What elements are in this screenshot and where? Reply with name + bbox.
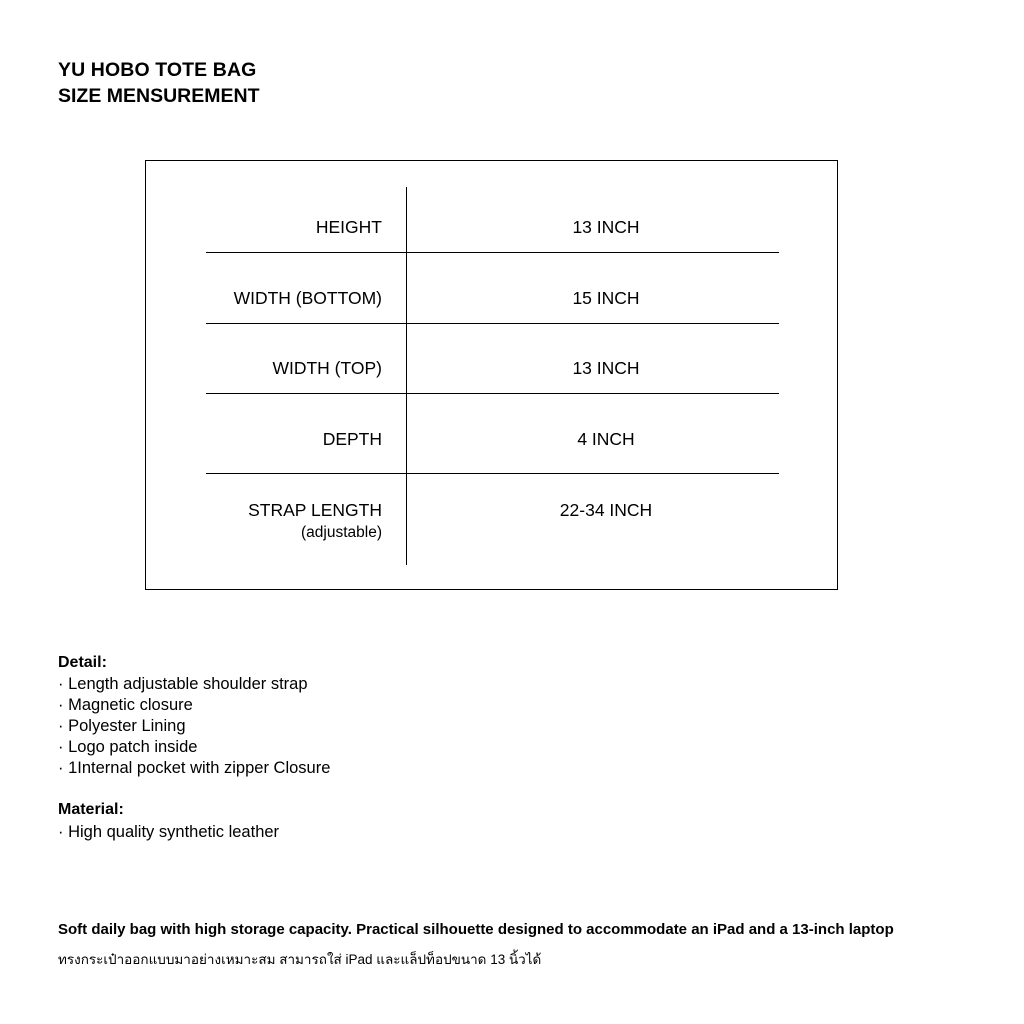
table-row-divider bbox=[206, 473, 779, 474]
table-row-divider bbox=[206, 393, 779, 394]
row-value-strap-length: 22-34 INCH bbox=[559, 500, 653, 520]
list-item: · 1Internal pocket with zipper Closure bbox=[58, 758, 330, 779]
row-label-width-top: WIDTH (TOP) bbox=[272, 358, 382, 378]
detail-heading: Detail: bbox=[58, 654, 107, 671]
row-value-width-bottom: 15 INCH bbox=[572, 288, 640, 308]
table-row-divider bbox=[206, 323, 779, 324]
product-tagline: Soft daily bag with high storage capacity. Practical silhouette designed to accommodate an iPad and a 13-inch laptop bbox=[58, 921, 894, 938]
row-label-width-bottom: WIDTH (BOTTOM) bbox=[233, 288, 382, 308]
list-item: · Length adjustable shoulder strap bbox=[58, 674, 330, 695]
row-label-height: HEIGHT bbox=[315, 217, 382, 237]
size-table bbox=[145, 160, 838, 590]
size-subtitle: SIZE MENSUREMENT bbox=[58, 85, 260, 107]
detail-list bbox=[58, 674, 330, 779]
product-title: YU HOBO TOTE BAG bbox=[58, 59, 257, 81]
row-value-height: 13 INCH bbox=[572, 217, 640, 237]
list-item: · Magnetic closure bbox=[58, 695, 330, 716]
table-row-divider bbox=[206, 252, 779, 253]
row-note-adjustable: (adjustable) bbox=[301, 524, 382, 541]
row-value-depth: 4 INCH bbox=[577, 429, 635, 449]
list-item: · Logo patch inside bbox=[58, 737, 330, 758]
row-value-width-top: 13 INCH bbox=[572, 358, 640, 378]
material-list bbox=[58, 822, 279, 843]
row-label-strap-length: STRAP LENGTH bbox=[248, 500, 382, 520]
product-tagline-thai: ทรงกระเป๋าออกแบบมาอย่างเหมาะสม สามารถใส่ iPad และแล็ปท็อปขนาด 13 นิ้วได้ bbox=[58, 952, 542, 967]
list-item: · High quality synthetic leather bbox=[58, 822, 279, 843]
list-item: · Polyester Lining bbox=[58, 716, 330, 737]
row-label-depth: DEPTH bbox=[322, 429, 382, 449]
material-heading: Material: bbox=[58, 801, 124, 818]
